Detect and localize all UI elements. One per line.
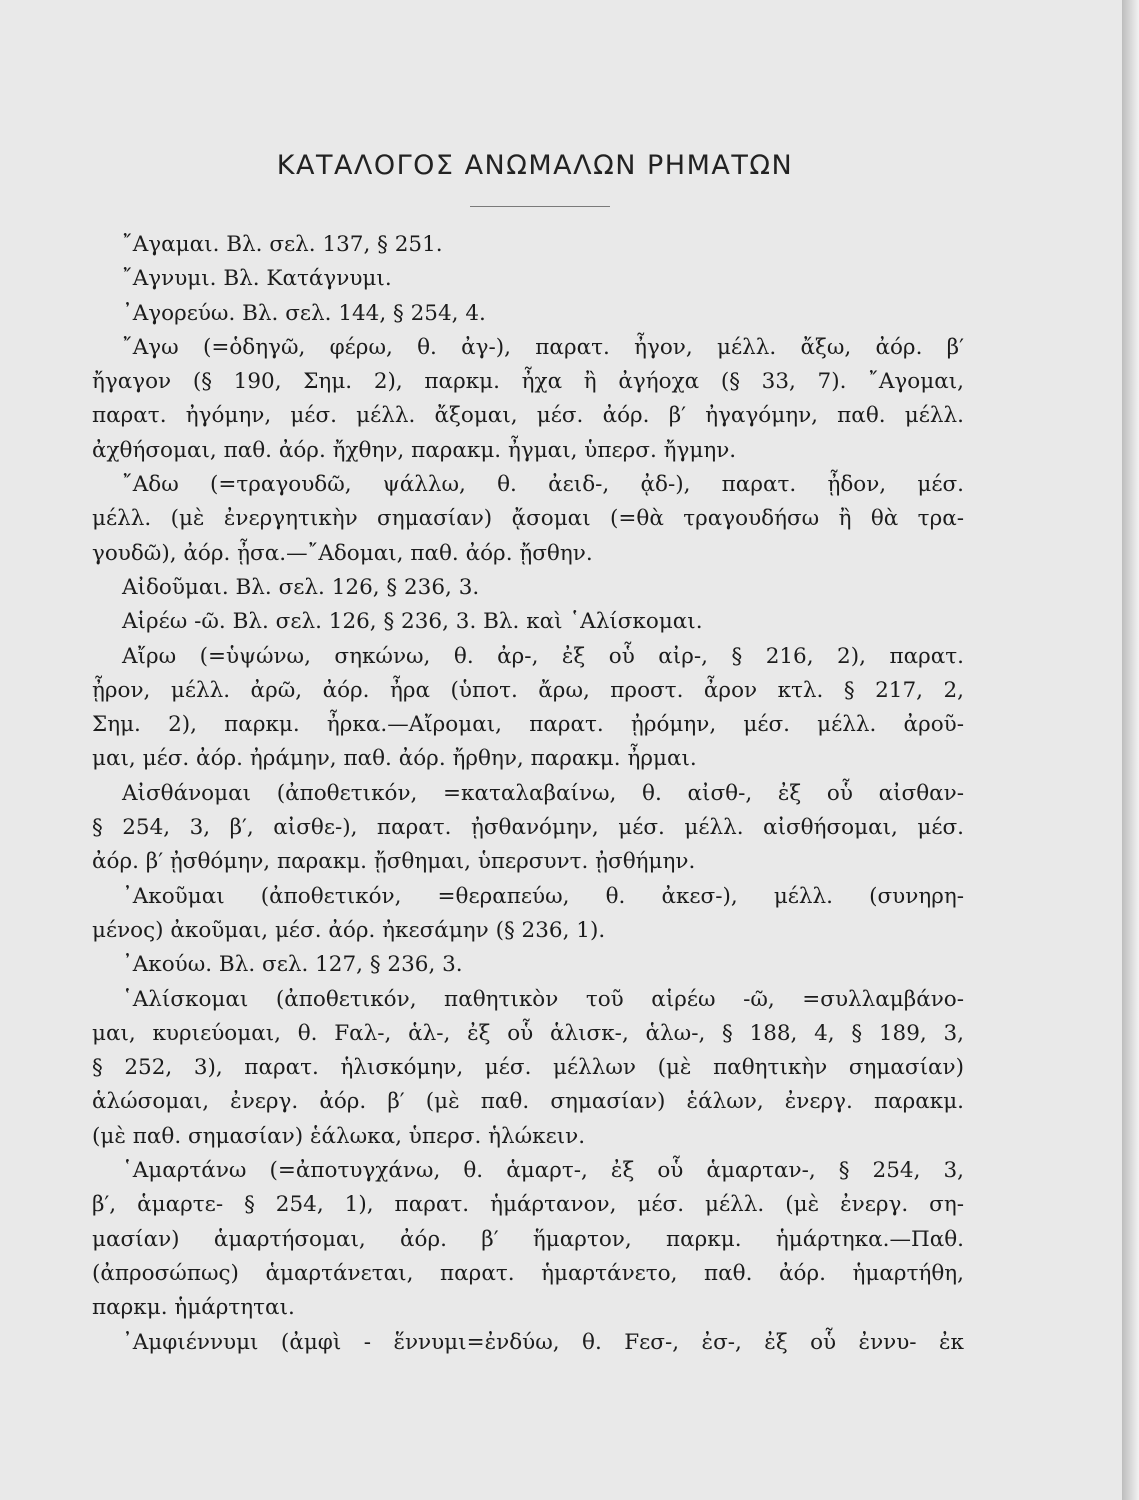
entry-line: μασίαν) ἁμαρτήσομαι, ἀόρ. β′ ἥμαρτον, παρκμ. ἡμάρτηκα.—Παθ. xyxy=(92,1226,964,1252)
entry-line: Αἰδοῦμαι. Βλ. σελ. 126, § 236, 3. xyxy=(122,574,480,600)
entry-line: ᾿Ακούω. Βλ. σελ. 127, § 236, 3. xyxy=(122,952,463,978)
entry-line: Αἱρέω -ῶ. Βλ. σελ. 126, § 236, 3. Βλ. καὶ ῾Αλίσκομαι. xyxy=(122,609,703,635)
entry-line: μένος) ἀκοῦμαι, μέσ. ἀόρ. ἠκεσάμην (§ 236, 1). xyxy=(92,917,606,943)
entry-line: ῎Αγω (=ὁδηγῶ, φέρω, θ. ἀγ-), παρατ. ἦγον, μέλλ. ἄξω, ἀόρ. β′ xyxy=(122,334,964,360)
entry-line: μαι, μέσ. ἀόρ. ἠράμην, παθ. ἀόρ. ἤρθην, παρακμ. ἦρμαι. xyxy=(92,746,697,772)
entry-line: (μὲ παθ. σημασίαν) ἑάλωκα, ὑπερσ. ἡλώκειν. xyxy=(92,1123,586,1149)
entry-line: β′, ἁμαρτε- § 254, 1), παρατ. ἡμάρτανον, μέσ. μέλλ. (μὲ ἐνεργ. ση- xyxy=(92,1192,964,1218)
page-edge xyxy=(1122,0,1139,1500)
entry-line: ᾖρον, μέλλ. ἀρῶ, ἀόρ. ἦρα (ὑποτ. ἄρω, προστ. ἆρον κτλ. § 217, 2, xyxy=(92,677,964,703)
entry-line: ἀόρ. β′ ᾐσθόμην, παρακμ. ᾔσθημαι, ὑπερσυντ. ᾐσθήμην. xyxy=(92,849,696,875)
entry-line: ᾿Αγορεύω. Βλ. σελ. 144, § 254, 4. xyxy=(122,300,486,326)
entry-line: ἁλώσομαι, ἐνεργ. ἀόρ. β′ (μὲ παθ. σημασίαν) ἑάλων, ἐνεργ. παρακμ. xyxy=(92,1089,964,1115)
entry-line: παρατ. ἠγόμην, μέσ. μέλλ. ἄξομαι, μέσ. ἀόρ. β′ ἠγαγόμην, παθ. μέλλ. xyxy=(92,403,964,429)
entry-line: ᾿Ακοῦμαι (ἀποθετικόν, =θεραπεύω, θ. ἀκεσ-), μέλλ. (συνηρη- xyxy=(122,883,964,909)
entry-line: γουδῶ), ἀόρ. ᾖσα.—῎Αδομαι, παθ. ἀόρ. ᾔσθην. xyxy=(92,540,593,566)
entry-line: § 254, 3, β′, αἰσθε-), παρατ. ᾐσθανόμην, μέσ. μέλλ. αἰσθήσομαι, μέσ. xyxy=(92,815,964,841)
entry-line: μέλλ. (μὲ ἐνεργητικὴν σημασίαν) ᾄσομαι (=θὰ τραγουδήσω ἢ θὰ τρα- xyxy=(92,506,964,532)
entry-line: Αἰσθάνομαι (ἀποθετικόν, =καταλαβαίνω, θ. αἰσθ-, ἐξ οὗ αἰσθαν- xyxy=(122,780,964,806)
entry-line: ῾Αλίσκομαι (ἀποθετικόν, παθητικὸν τοῦ αἱρέω -ῶ, =συλλαμβάνο- xyxy=(122,986,964,1012)
entry-line: ῎Αγνυμι. Βλ. Κατάγνυμι. xyxy=(122,266,392,292)
entry-line: ᾿Αμφιέννυμι (ἀμφὶ - ἕννυμι=ἐνδύω, θ. Fεσ-, ἐσ-, ἐξ οὗ ἐννυ- ἐκ xyxy=(122,1329,964,1355)
entry-line: § 252, 3), παρατ. ἡλισκόμην, μέσ. μέλλων (μὲ παθητικὴν σημασίαν) xyxy=(92,1055,964,1081)
title-divider xyxy=(470,206,610,207)
entry-line: ῾Αμαρτάνω (=ἀποτυγχάνω, θ. ἁμαρτ-, ἐξ οὗ ἁμαρταν-, § 254, 3, xyxy=(122,1158,964,1184)
entry-line: μαι, κυριεύομαι, θ. Fαλ-, ἁλ-, ἐξ οὗ ἁλισκ-, ἁλω-, § 188, 4, § 189, 3, xyxy=(92,1020,964,1046)
page-title: ΚΑΤΑΛΟΓΟΣ ΑΝΩΜΑΛΩΝ ΡΗΜΑΤΩΝ xyxy=(276,150,794,181)
entry-line: παρκμ. ἡμάρτηται. xyxy=(92,1295,295,1321)
verb-list xyxy=(92,228,964,1360)
entry-line: (ἀπροσώπως) ἁμαρτάνεται, παρατ. ἡμαρτάνετο, παθ. ἀόρ. ἡμαρτήθη, xyxy=(92,1260,964,1286)
entry-line: ἀχθήσομαι, παθ. ἀόρ. ἤχθην, παρακμ. ἦγμαι, ὑπερσ. ἤγμην. xyxy=(92,437,737,463)
entry-line: ῎Αγαμαι. Βλ. σελ. 137, § 251. xyxy=(122,232,443,257)
entry-line: Σημ. 2), παρκμ. ἦρκα.—Αἴρομαι, παρατ. ᾐρόμην, μέσ. μέλλ. ἀροῦ- xyxy=(92,712,964,738)
entry-line: Αἴρω (=ὑψώνω, σηκώνω, θ. ἀρ-, ἐξ οὗ αἰρ-, § 216, 2), παρατ. xyxy=(122,643,964,669)
entry-line: ἤγαγον (§ 190, Σημ. 2), παρκμ. ἦχα ἢ ἀγήοχα (§ 33, 7). ῎Αγομαι, xyxy=(92,369,964,395)
entry-line: ῎Αδω (=τραγουδῶ, ψάλλω, θ. ἀειδ-, ᾀδ-), παρατ. ᾖδον, μέσ. xyxy=(122,472,964,498)
